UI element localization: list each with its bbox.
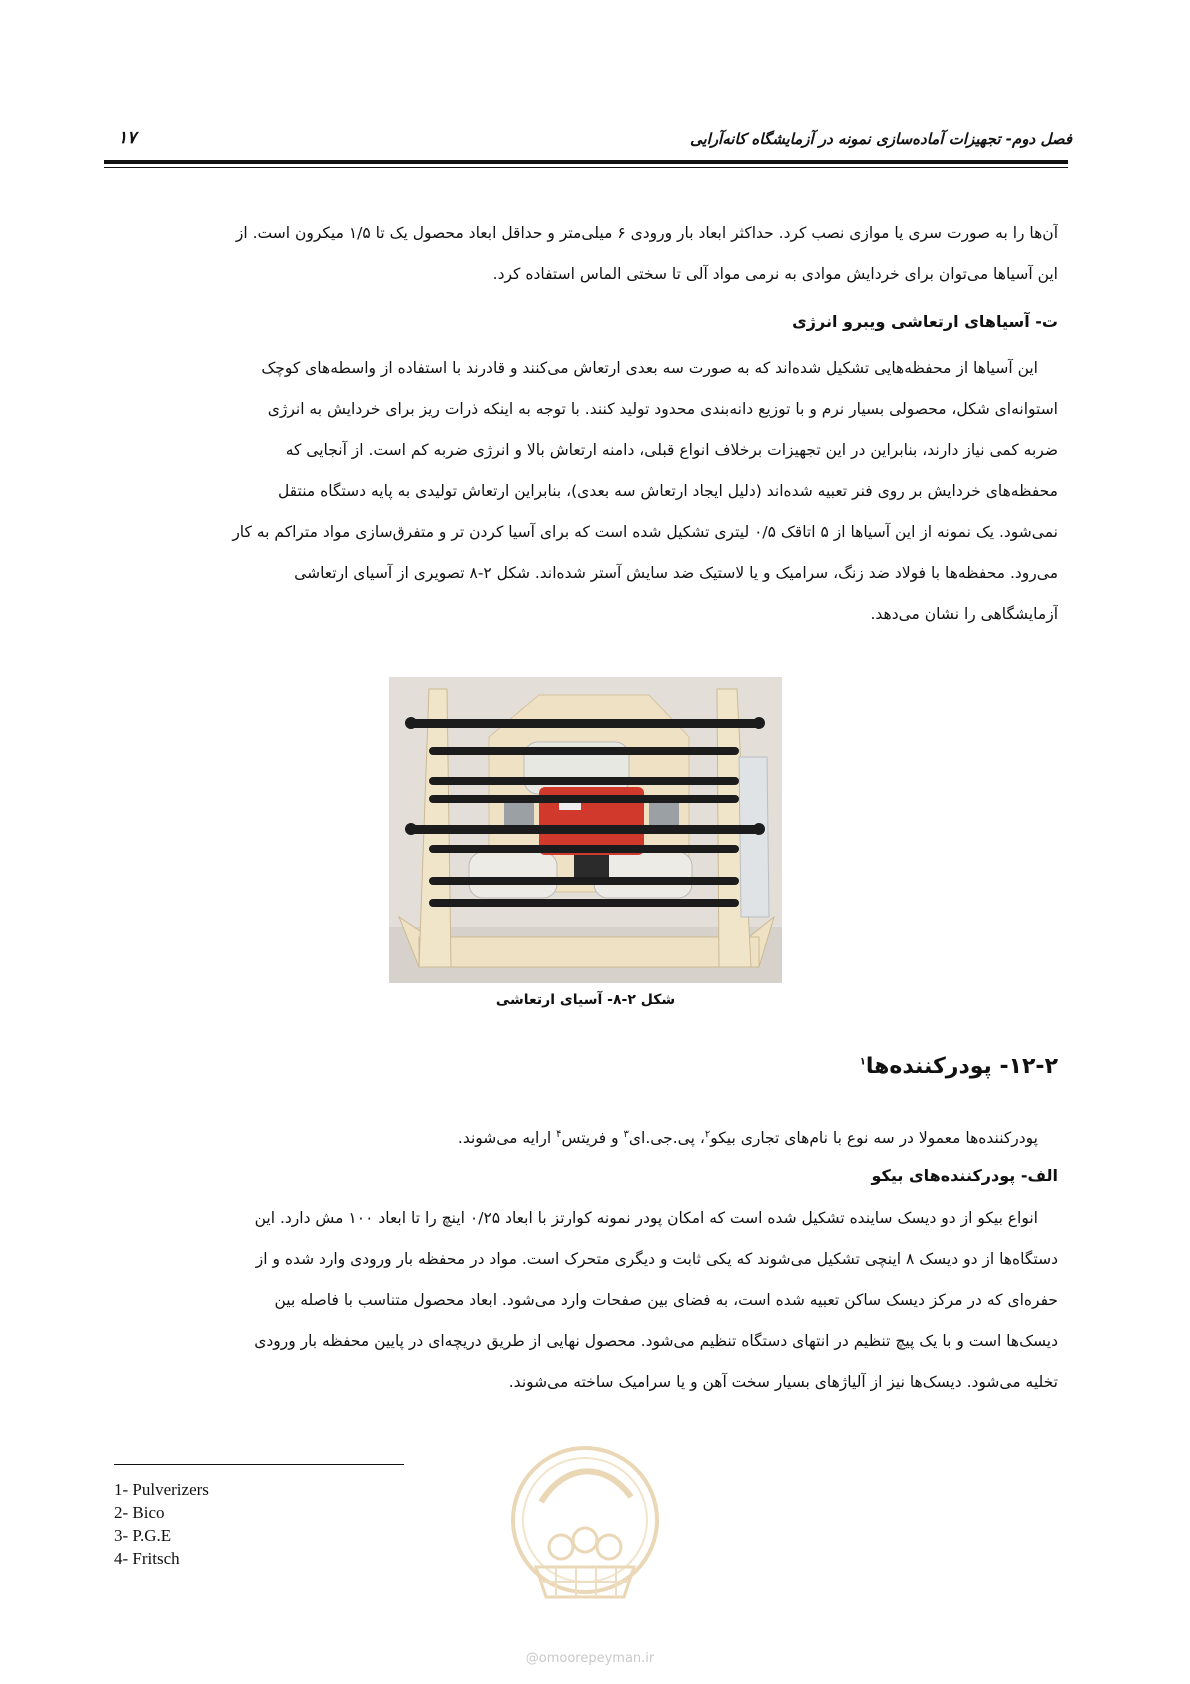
vibratory-mill-illustration xyxy=(389,677,782,983)
text-line: حفره‌ای که در مرکز دیسک ساکن تعبیه شده است، به فضای بین صفحات وارد می‌شود. ابعاد محصول متناسب با فاصله بین xyxy=(274,1291,1058,1309)
text-line: محفظه‌های خردایش بر روی فنر تعبیه شده‌اند (دلیل ایجاد ارتعاش سه بعدی)، بنابراین ارتعاش تولیدی به پایه دستگاه منتقل xyxy=(277,482,1058,500)
header-rule-thin xyxy=(104,167,1068,168)
watermark-url: @omoorepeyman.ir xyxy=(525,1651,655,1666)
text-segment: ، پی.جی.ای xyxy=(628,1129,705,1148)
text-line: ضربه کمی نیاز دارند، بنابراین در این تجهیزات برخلاف انواع قبلی، دامنه ارتعاش بالا و انرژی ضربه کم است. از آنجایی که xyxy=(285,441,1058,459)
footnote-item: 1- Pulverizers xyxy=(114,1480,209,1499)
text-line: آن‌ها را به صورت سری یا موازی نصب کرد. حداکثر ابعاد بار ورودی ۶ میلی‌متر و حداقل ابعاد محصول یک تا ۱/۵ میکرون است. از xyxy=(235,224,1058,242)
section-heading-pulverizers xyxy=(860,1054,1058,1079)
footnote-ref: ۲ xyxy=(704,1129,711,1140)
subheading-bico: الف- پودرکننده‌های بیکو xyxy=(871,1166,1058,1185)
text-line: می‌رود. محفظه‌ها با فولاد ضد زنگ، سرامیک و یا لاستیک ضد سایش آستر شده‌اند. شکل ۲-۸ تصویری از آسیای ارتعاشی xyxy=(294,564,1058,582)
footnote-ref: ۳ xyxy=(623,1129,629,1140)
footnote-item: 4- Fritsch xyxy=(114,1549,180,1568)
text-line: دستگاه‌ها از دو دیسک ۸ اینچی تشکیل می‌شوند که یکی ثابت و دیگری متحرک است. مواد در محفظه بار ورودی وارد شده و از xyxy=(255,1250,1058,1268)
page-number: ۱۷ xyxy=(118,128,137,148)
chapter-title: فصل دوم- تجهیزات آماده‌سازی نمونه در آزمایشگاه کانه‌آرایی xyxy=(689,130,1072,148)
text-line xyxy=(114,1114,1058,1155)
subheading-vibro-energy: ت- آسیاهای ارتعاشی ویبرو انرژی xyxy=(792,312,1058,331)
section-title: ۱۲-۲- پودرکننده‌ها xyxy=(865,1054,1058,1079)
vibratory-mill-photo xyxy=(389,677,782,983)
text-line: نمی‌شود. یک نمونه از این آسیاها از ۵ اتاقک ۰/۵ لیتری تشکیل شده است که برای آسیا کردن تر و متفرق‌سازی مواد متراکم به کار xyxy=(232,523,1058,541)
footnote-ref: ۱ xyxy=(859,1056,866,1068)
footnote-ref: ۴ xyxy=(556,1129,562,1140)
header-rule xyxy=(104,160,1068,164)
text-line: استوانه‌ای شکل، محصولی بسیار نرم و با توزیع دانه‌بندی محدود تولید کنند. با توجه به اینکه ذرات ریز برای خردایش به انرژی xyxy=(267,400,1058,418)
paragraph-bico xyxy=(114,1198,1058,1403)
text-line: آزمایشگاهی را نشان می‌دهد. xyxy=(870,605,1058,623)
text-line: این آسیاها می‌توان برای خردایش موادی به نرمی مواد آلی تا سختی الماس استفاده کرد. xyxy=(492,265,1058,283)
footnote-item: 3- P.G.E xyxy=(114,1526,172,1545)
text-line: تخلیه می‌شود. دیسک‌ها نیز از آلیاژهای بسیار سخت آهن و یا سرامیک ساخته می‌شوند. xyxy=(508,1373,1058,1391)
paragraph-pulverizer-types xyxy=(114,1114,1058,1155)
footnotes xyxy=(114,1478,209,1570)
paragraph-intro xyxy=(114,213,1058,295)
text-segment: ارایه می‌شوند. xyxy=(457,1129,557,1148)
text-segment: پودرکننده‌ها معمولا در سه نوع با نام‌های تجاری بیکو xyxy=(710,1129,1038,1148)
watermark-logo xyxy=(506,1442,664,1612)
footnote-separator xyxy=(114,1464,404,1465)
paragraph-vibratory-mills xyxy=(114,348,1058,635)
text-line: انواع بیکو از دو دیسک ساینده تشکیل شده است که امکان پودر نمونه کوارتز با ابعاد ۰/۲۵ اینچ را تا ابعاد ۱۰۰ مش دارد. این xyxy=(254,1209,1038,1227)
figure-caption: شکل ۲-۸- آسیای ارتعاشی xyxy=(495,992,676,1008)
text-line: دیسک‌ها است و با یک پیچ تنظیم در انتهای دستگاه تنظیم می‌شود. محصول نهایی از طریق دریچه‌ای در پایین محفظه بار ورودی xyxy=(254,1332,1058,1350)
text-segment: و فریتس xyxy=(561,1129,624,1148)
footnote-item: 2- Bico xyxy=(114,1503,165,1522)
text-line: این آسیاها از محفظه‌هایی تشکیل شده‌اند که به صورت سه بعدی ارتعاش می‌کنند و قادرند با استفاده از واسطه‌های کوچک xyxy=(261,359,1038,377)
